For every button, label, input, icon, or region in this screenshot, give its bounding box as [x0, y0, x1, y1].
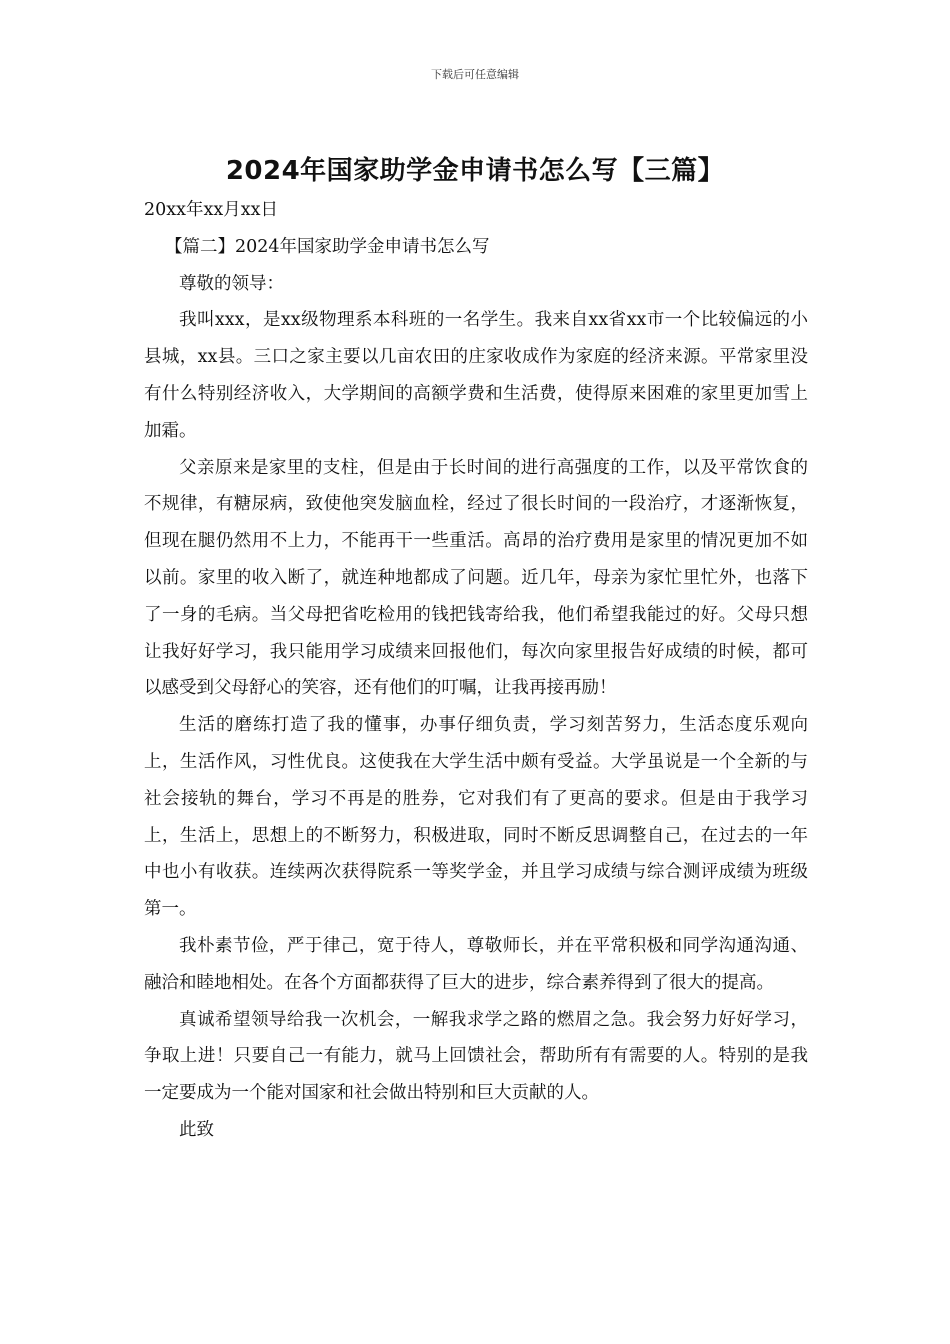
paragraph: 真诚希望领导给我一次机会，一解我求学之路的燃眉之急。我会努力好好学习，争取上进！只要自己一有能力，就马上回馈社会，帮助所有有需要的人。特别的是我一定要成为一个能对国家和社会做出特别和巨大贡献的人。	[144, 1009, 808, 1104]
header-note: 下载后可任意编辑	[431, 68, 519, 81]
paragraph: 父亲原来是家里的支柱，但是由于长时间的进行高强度的工作，以及平常饮食的不规律，有糖尿病，致使他突发脑血栓，经过了很长时间的一段治疗，才逐渐恢复，但现在腿仍然用不上力，不能再干一些重活。高昂的治疗费用是家里的情况更加不如以前。家里的收入断了，就连种地都成了问题。近几年，母亲为家忙里忙外，也落下了一身的毛病。当父母把省吃检用的钱把钱寄给我，他们希望我能过的好。父母只想让我好好学习，我只能用学习成绩来回报他们，每次向家里报告好成绩的时候，都可以感受到父母舒心的笑容，还有他们的叮嘱，让我再接再励！	[144, 457, 808, 699]
paragraph: 我朴素节俭，严于律己，宽于待人，尊敬师长，并在平常积极和同学沟通沟通、融洽和睦地相处。在各个方面都获得了巨大的进步，综合素养得到了很大的提高。	[144, 935, 808, 993]
salutation: 尊敬的领导：	[179, 273, 284, 294]
paragraph: 生活的磨练打造了我的懂事，办事仔细负责，学习刻苦努力，生活态度乐观向上，生活作风，习性优良。这使我在大学生活中颇有受益。大学虽说是一个全新的与社会接轨的舞台，学习不再是的胜券，它对我们有了更高的要求。但是由于我学习上，生活上，思想上的不断努力，积极进取，同时不断反思调整自己，在过去的一年中也小有收获。连续两次获得院系一等奖学金，并且学习成绩与综合测评成绩为班级第一。	[144, 715, 808, 920]
paragraph: 我叫xxx，是xx级物理系本科班的一名学生。我来自xx省xx市一个比较偏远的小县城，xx县。三口之家主要以几亩农田的庄家收成作为家庭的经济来源。平常家里没有什么特别经济收入，大学期间的高额学费和生活费，使得原来困难的家里更加雪上加霜。	[144, 310, 808, 441]
date-line: 20xx年xx月xx日	[144, 200, 278, 220]
closing-line: 此致	[179, 1119, 214, 1140]
document-body	[144, 192, 808, 1149]
section-heading: 【篇二】2024年国家助学金申请书怎么写	[165, 236, 490, 257]
document-title: 2024年国家助学金申请书怎么写【三篇】	[225, 156, 725, 186]
